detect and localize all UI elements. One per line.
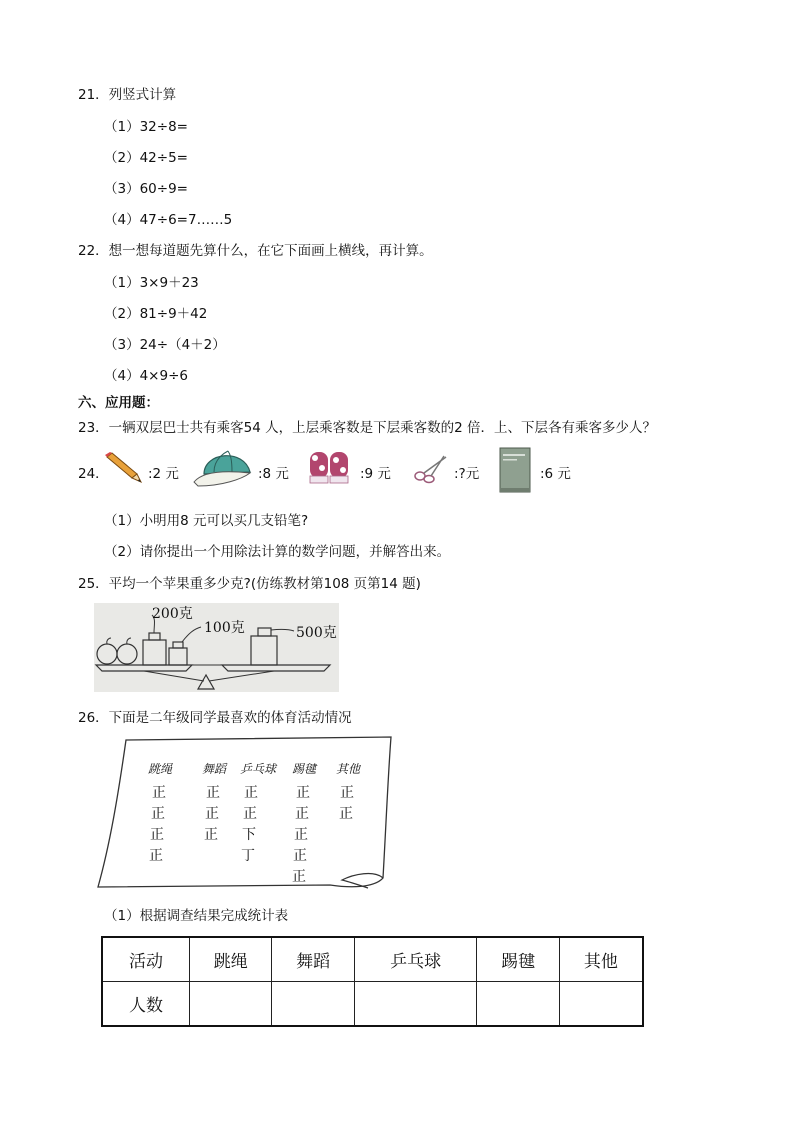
tally-mark: 正 [204,827,218,843]
q22-item-1: （1）3×9＋23 [104,275,199,291]
q24-item-2: （2）请你提出一个用除法计算的数学问题，并解答出来。 [104,544,451,560]
q24-price-pencil: :2 元 [148,466,179,482]
answer-cell[interactable] [559,982,643,1027]
weight-label-100: 100克 [204,620,245,636]
survey-header: 舞蹈 [202,762,227,776]
weight-label-200: 200克 [152,606,193,622]
q21-item-3: （3）60÷9= [104,181,188,197]
tally-mark: 正 [205,806,219,822]
q21-item-4: （4）47÷6=7……5 [104,212,233,228]
q26-text: 26．下面是二年级同学最喜欢的体育活动情况 [78,710,352,726]
table-cell: 踢毽 [477,937,559,982]
survey-paper [92,736,394,890]
mittens-icon [306,448,354,488]
q24-price-cap: :8 元 [258,466,289,482]
survey-header: 其他 [336,762,361,776]
table-cell: 人数 [102,982,190,1027]
tally-mark: 正 [206,785,220,801]
scissors-icon [412,454,448,484]
q22-title: 22．想一想每道题先算什么，在它下面画上横线，再计算。 [78,243,433,259]
q24-price-mittens: :9 元 [360,466,391,482]
tally-mark: 正 [292,869,306,885]
table-row [102,937,643,982]
q24-price-notebook: :6 元 [540,466,571,482]
notebook-icon [498,446,532,494]
answer-cell[interactable] [477,982,559,1027]
balance-figure [94,603,339,692]
tally-mark: 正 [244,785,258,801]
q23-text: 23．一辆双层巴士共有乘客54 人，上层乘客数是下层乘客数的2 倍．上、下层各有乘客多少人？ [78,420,657,436]
q26-sub1: （1）根据调查结果完成统计表 [104,908,289,924]
q24-price-row [78,446,718,496]
tally-mark: 正 [296,785,310,801]
table-cell: 跳绳 [190,937,272,982]
answer-cell[interactable] [354,982,477,1027]
q22-item-3: （3）24÷（4＋2） [104,337,226,353]
table-cell: 乒乓球 [354,937,477,982]
tally-mark: 正 [293,848,307,864]
weight-label-500: 500克 [296,625,337,641]
answer-cell[interactable] [272,982,354,1027]
tally-mark: 正 [243,806,257,822]
q24-label: 24． [78,466,109,482]
survey-header: 乒乓球 [240,762,277,776]
tally-mark: 正 [294,827,308,843]
q22-item-2: （2）81÷9＋42 [104,306,208,322]
tally-mark: 正 [149,848,163,864]
answer-cell[interactable] [190,982,272,1027]
statistics-table [101,936,644,1027]
q24-price-scissors: :?元 [454,466,480,482]
section-title: 六、应用题： [78,395,159,411]
q21-title: 21．列竖式计算 [78,87,177,103]
tally-mark: 丁 [241,848,255,864]
q21-item-1: （1）32÷8= [104,119,188,135]
table-cell: 其他 [559,937,643,982]
tally-mark: 正 [152,785,166,801]
table-row [102,982,643,1027]
q24-item-1: （1）小明用8 元可以买几支铅笔? [104,513,309,529]
q21-item-2: （2）42÷5= [104,150,188,166]
tally-mark: 下 [242,827,256,843]
q22-item-4: （4）4×9÷6 [104,368,188,384]
tally-mark: 正 [340,785,354,801]
pencil-icon [104,452,144,484]
survey-header: 跳绳 [148,762,173,776]
tally-mark: 正 [151,806,165,822]
cap-icon [192,446,264,490]
table-cell: 活动 [102,937,190,982]
tally-mark: 正 [339,806,353,822]
q25-text: 25．平均一个苹果重多少克?(仿练教材第108 页第14 题) [78,576,421,592]
survey-header: 踢毽 [292,762,317,776]
table-cell: 舞蹈 [272,937,354,982]
tally-mark: 正 [295,806,309,822]
tally-mark: 正 [150,827,164,843]
